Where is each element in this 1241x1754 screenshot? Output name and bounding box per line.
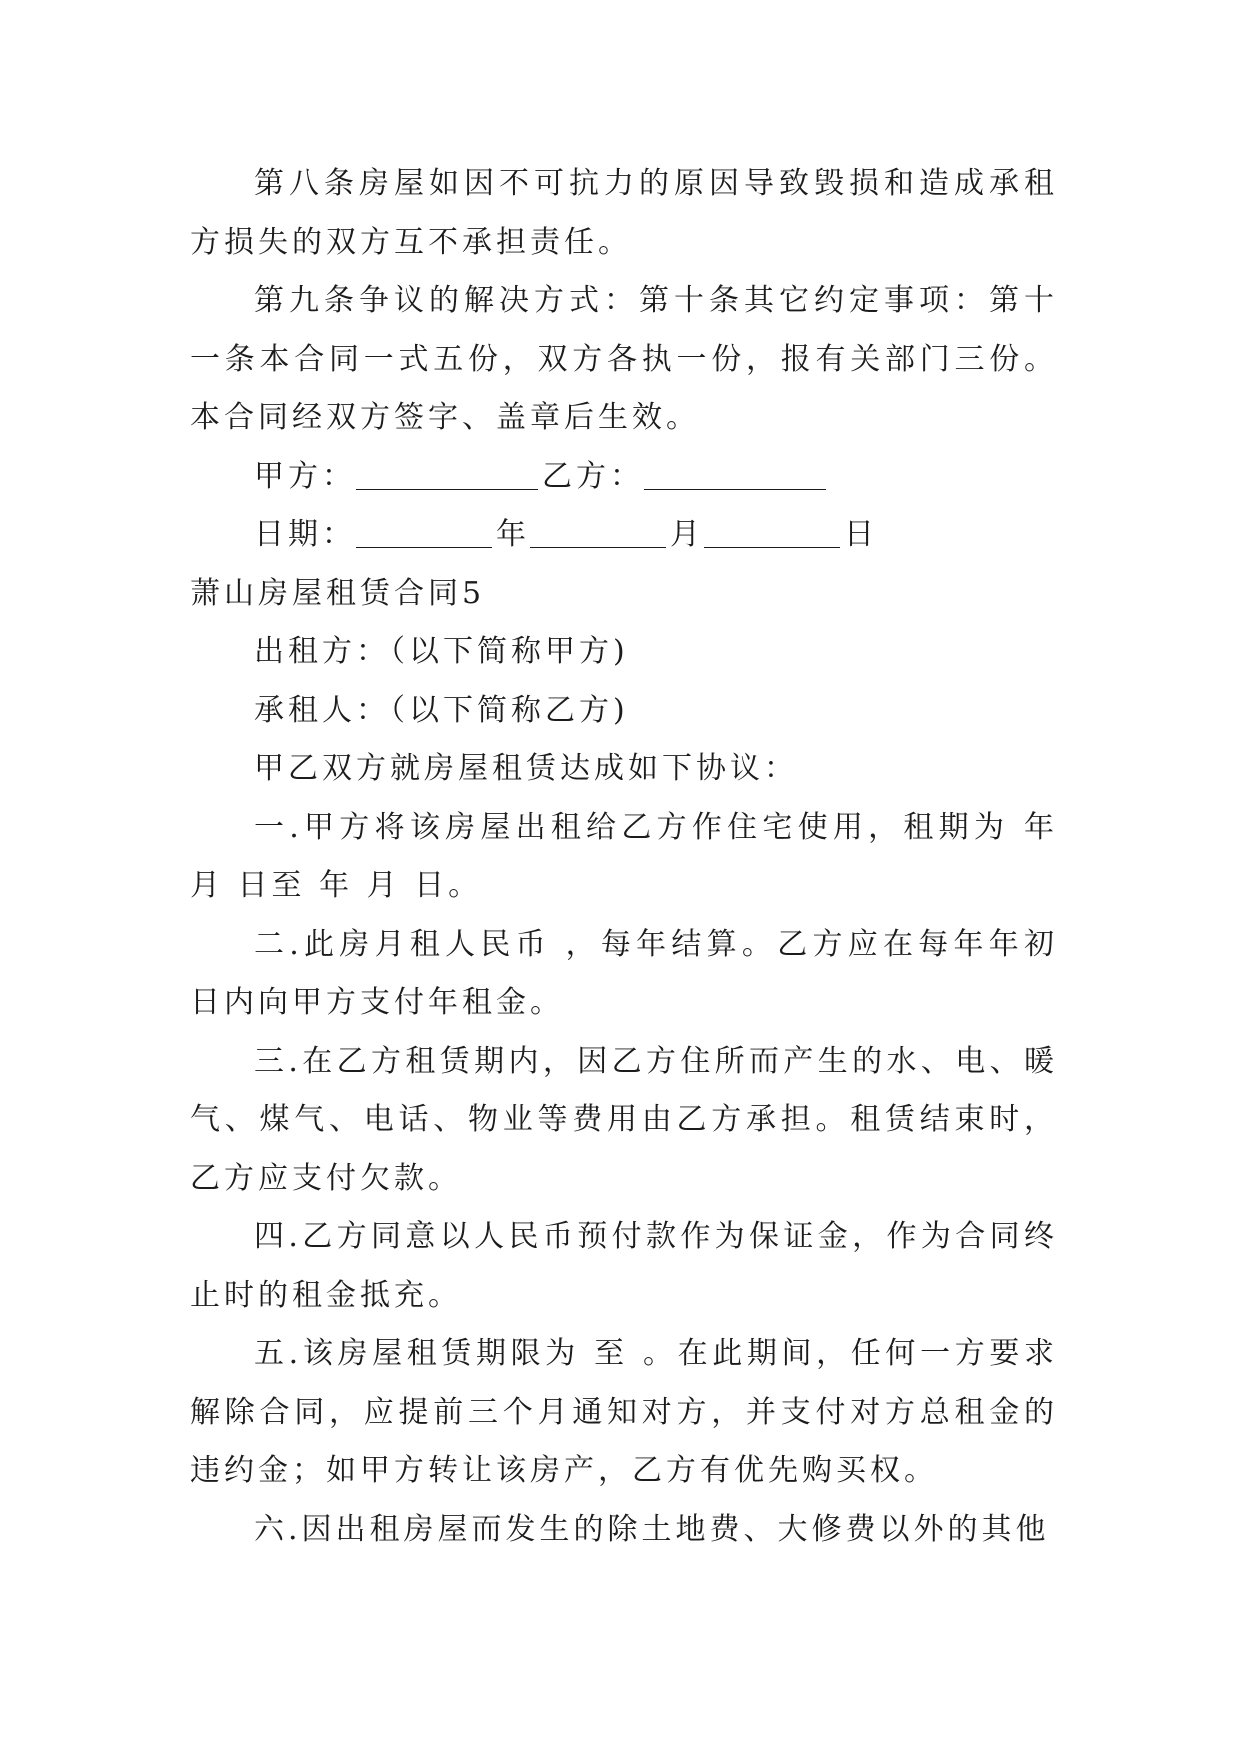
clause-6: 六.因出租房屋而发生的除土地费、大修费以外的其他 (254, 1511, 1050, 1547)
clause-2: 二.此房月租人民币 ，每年结算。乙方应在每年年初 日内向甲方支付年租金。 (190, 926, 1058, 1020)
signature-line (190, 448, 1058, 507)
lessor-line: 出租方：（以下简称甲方) (254, 634, 629, 669)
article-9-11-paragraph: 第九条争议的解决方式：第十条其它约定事项：第十一条本合同一式五份，双方各执一份，报有关部门三份。本合同经双方签字、盖章后生效。 (190, 283, 1058, 435)
article-8-paragraph: 第八条房屋如因不可抗力的原因导致毁损和造成承租方损失的双方互不承担责任。 (190, 166, 1058, 260)
party-b-label: 乙方： (542, 458, 644, 494)
clause-3: 三.在乙方租赁期内，因乙方住所而产生的水、电、暖气、煤气、电话、物业等费用由乙方承担。租赁结束时，乙方应支付欠款。 (190, 1043, 1058, 1196)
year-blank (356, 517, 492, 548)
day-blank (704, 517, 840, 548)
party-b-signature-blank (644, 459, 826, 490)
month-label: 月 (670, 517, 704, 552)
clause-5: 五.该房屋租赁期限为 至 。在此期间，任何一方要求解除合同，应提前三个月通知对方，并支付对方总租金的违约金；如甲方转让该房产，乙方有优先购买权。 (190, 1336, 1058, 1488)
clause-1: 一.甲方将该房屋出租给乙方作住宅使用，租期为 年 月 日至 年 月 日。 (190, 809, 1058, 903)
party-a-signature-blank (356, 459, 538, 490)
date-label: 日期： (254, 517, 356, 552)
day-label: 日 (844, 517, 878, 552)
contract-5-title: 萧山房屋租赁合同5 (190, 575, 486, 611)
date-line (190, 506, 1058, 565)
document-body (190, 155, 1058, 1559)
year-label: 年 (496, 517, 530, 552)
month-blank (530, 517, 666, 548)
clause-4: 四.乙方同意以人民币预付款作为保证金，作为合同终止时的租金抵充。 (190, 1219, 1058, 1313)
agreement-intro: 甲乙双方就房屋租赁达成如下协议： (254, 751, 798, 786)
party-a-label: 甲方： (254, 458, 356, 494)
lessee-line: 承租人：（以下简称乙方) (254, 692, 629, 728)
